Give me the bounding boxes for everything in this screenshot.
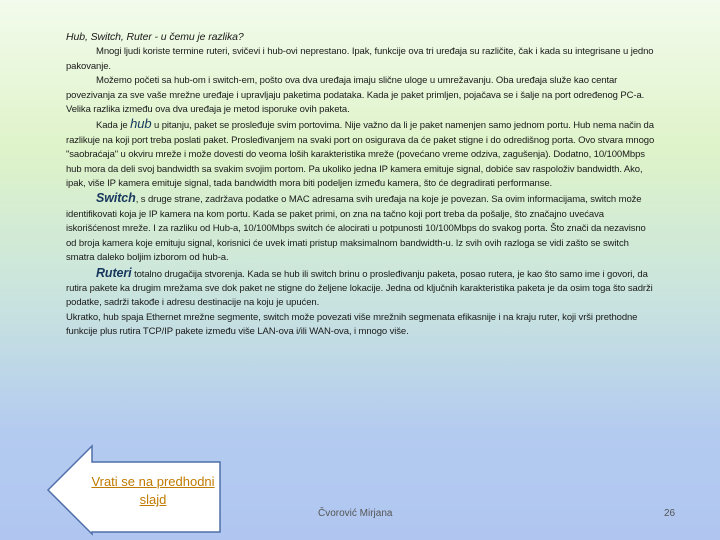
hub-keyword: hub	[130, 116, 152, 132]
ruteri-keyword: Ruteri	[96, 265, 132, 280]
paragraph-hub-switch: Možemo početi sa hub-om i switch-em, pošto ova dva uređaja imaju slične uloge u umrežavanju. Oba uređaja služe kao centar povezivanja za sve vaše mrežne uređaje i upravljaju paketima podataka. Kada je paket primljen, pojačava se i šalje na port određenog PC-a. Velika razlika između ova dva uređaja je metod isporuke ovih paketa.	[66, 75, 645, 116]
paragraph-switch	[66, 191, 658, 265]
paragraph-ruteri	[66, 266, 658, 311]
slide-number: 26	[664, 508, 676, 519]
slide-body	[66, 30, 658, 340]
hub-prefix: Kada je	[96, 120, 128, 132]
hub-text: u pitanju, paket se prosleđuje svim portovima. Nije važno da li je paket namenjen samo jednom portu. Hub nema način da razlikuje na koji port treba poslati paket. Prosleđivanjem na svaki port on osigurava da će paket stigne i do odredišnog porta. Ovo stvara mnogo "saobraćaja" u okviru mreže i može dovesti do veoma loših karakteristika mreže (povećano vreme odziva, zagušenja). Dodatno, 10/100Mbps hub mora da deli svoj bandwidth sa svakim svojim portom. Pa ukoliko jedna IP kamera emituje signal, dobiće sav raspoloživ bandwidth. Ako, ipak, više IP kamera emituje signal, tada bandwidth mora biti podeljen između kamera, što će degradirati performanse.	[66, 120, 655, 190]
switch-text: , s druge strane, zadržava podatke o MAC adresama svih uređaja na koje je povezan. Sa ovim informacijama, switch može identifikovati koja je IP kamera na kom portu. Kada se paket primi, on zna na tačno koji port treba da pošalje, što značajno uvećava iskorišćenost mreže. I za razliku od Hub-a, 10/100Mbps switch će alocirati u potpunosti 10/100Mbps do svakog porta. Što znači da nezavisno od broja kamera koje emituju signal, korisnici će uvek imati pristup maksimalnom bandwidth-u. Iz svih ovih razloga se vidi zašto se switch smatra daleko boljim izborom od hub-a.	[66, 194, 646, 264]
paragraph-hub	[66, 117, 658, 191]
footer-author: Čvorović Mirjana	[318, 508, 393, 519]
back-to-previous-slide-link[interactable]: Vrati se na predhodni slajd	[91, 474, 215, 507]
ruteri-text: totalno drugačija stvorenja. Kada se hub ili switch brinu o prosleđivanju paketa, posao rutera, je kao što samo ime i govori, da rutira pakete ka drugim mrežama sve dok paket ne stigne do željene lokacije. Jedna od ključnih karakteristika paketa je da osim toga što sadrži podatke, sadrži takođe i adresu destinacije na koju je upućen.	[66, 268, 653, 309]
paragraph-summary: Ukratko, hub spaja Ethernet mrežne segmente, switch može povezati više mrežnih segmenata efikasnije i na kraju ruter, koji vrši prethodne funkcije plus rutira TCP/IP pakete između više LAN-ova i/ili WAN-ova, i mnogo više.	[66, 311, 638, 338]
slide-title: Hub, Switch, Ruter - u čemu je razlika?	[66, 31, 244, 43]
paragraph-intro: Mnogi ljudi koriste termine ruteri, svičevi i hub-ovi neprestano. Ipak, funkcije ova tri uređaja su različite, čak i kada su integrisane u jedno pakovanje.	[66, 46, 654, 72]
switch-keyword: Switch	[96, 191, 136, 206]
